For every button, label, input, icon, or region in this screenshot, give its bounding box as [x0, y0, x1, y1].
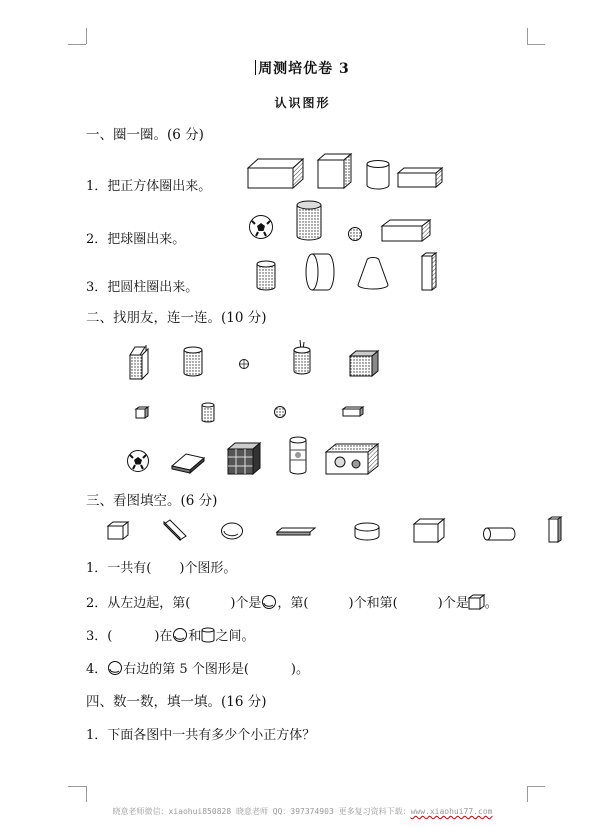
s3-question-3: 3．( )在 和 之间。 — [86, 629, 255, 644]
can-icon[interactable] — [183, 346, 203, 378]
tilted-cuboid-icon[interactable] — [162, 518, 188, 542]
ball-icon — [172, 627, 188, 643]
cube-icon[interactable] — [318, 153, 354, 190]
drum-cylinder-icon[interactable] — [304, 252, 336, 292]
page-title: 周测培优卷 3 — [0, 58, 605, 78]
crop-mark — [68, 786, 86, 787]
small-cube-icon[interactable] — [108, 521, 130, 541]
pen-holder-icon[interactable] — [292, 340, 312, 376]
small-cube-icon[interactable] — [136, 406, 150, 420]
s4-question-1: 1．下面各图中一共有多少个小正方体？ — [86, 728, 316, 743]
ball-icon[interactable] — [220, 521, 244, 541]
eraser-icon[interactable] — [170, 452, 206, 474]
section-2-heading: 二、找朋友，连一连。(10 分) — [86, 310, 267, 326]
ball-icon — [107, 660, 123, 676]
flat-board-icon[interactable] — [277, 527, 317, 537]
cylinder-can-icon[interactable] — [296, 200, 322, 242]
cube-icon[interactable] — [414, 518, 446, 544]
small-cuboid-icon[interactable] — [343, 406, 365, 418]
tall-cuboid-icon[interactable] — [549, 516, 563, 544]
flat-cuboid-icon[interactable] — [382, 219, 432, 243]
rubiks-cube-icon[interactable] — [228, 442, 262, 476]
crop-mark — [527, 786, 545, 787]
cuboid-icon[interactable] — [248, 158, 306, 190]
crop-mark — [86, 786, 87, 802]
tall-cuboid-icon[interactable] — [422, 252, 438, 292]
small-sphere-icon[interactable] — [273, 405, 287, 419]
crop-mark — [68, 44, 86, 45]
page-subtitle: 认识图形 — [274, 96, 331, 110]
s1-question-1: 1．把正方体圈出来。 — [86, 179, 212, 194]
crop-mark — [527, 44, 545, 45]
small-cylinder-icon[interactable] — [201, 402, 215, 424]
s1-question-2: 2．把球圈出来。 — [86, 232, 186, 247]
section-4-heading: 四、数一数，填一填。(16 分) — [86, 694, 267, 710]
s3-question-4: 4． 右边的第 5 个图形是( )。 — [86, 662, 309, 677]
cylinder-icon[interactable] — [256, 260, 276, 292]
footer-watermark: 晓意老师微信：xiaohui850828 晓意老师 QQ：397374903 更多复习资料下载：www.xiaohui77.com — [112, 807, 493, 816]
cylinder-icon[interactable] — [366, 160, 390, 190]
soccer-ball-icon[interactable] — [126, 449, 150, 473]
s1-question-3: 3．把圆柱圈出来。 — [86, 280, 199, 295]
crop-mark — [527, 28, 528, 44]
small-ball-icon[interactable] — [347, 226, 363, 242]
crop-mark — [86, 28, 87, 44]
decorated-box-icon[interactable] — [326, 442, 380, 476]
section-1-heading: 一、圈一圈。(6 分) — [86, 127, 204, 143]
milk-carton-icon[interactable] — [128, 345, 152, 381]
chip-can-icon[interactable] — [288, 436, 308, 476]
short-cylinder-icon[interactable] — [354, 522, 380, 542]
cube-icon — [469, 594, 485, 610]
gift-box-icon[interactable] — [350, 350, 380, 378]
small-ball-icon[interactable] — [238, 358, 250, 370]
crop-mark — [527, 786, 528, 802]
ball-icon — [261, 594, 277, 610]
s3-question-1: 1．一共有( )个图形。 — [86, 561, 237, 576]
section-3-heading: 三、看图填空。(6 分) — [86, 493, 218, 509]
lying-cylinder-icon[interactable] — [483, 527, 515, 541]
cylinder-icon — [201, 627, 215, 643]
cone-frustum-icon[interactable] — [356, 255, 390, 291]
s3-question-2: 2．从左边起，第( )个是 ，第( )个和第( )个是 。 — [86, 596, 498, 611]
long-cuboid-icon[interactable] — [398, 167, 444, 189]
footer-link[interactable]: www.xiaohui77.com — [410, 807, 493, 816]
soccer-ball-icon[interactable] — [248, 214, 274, 240]
